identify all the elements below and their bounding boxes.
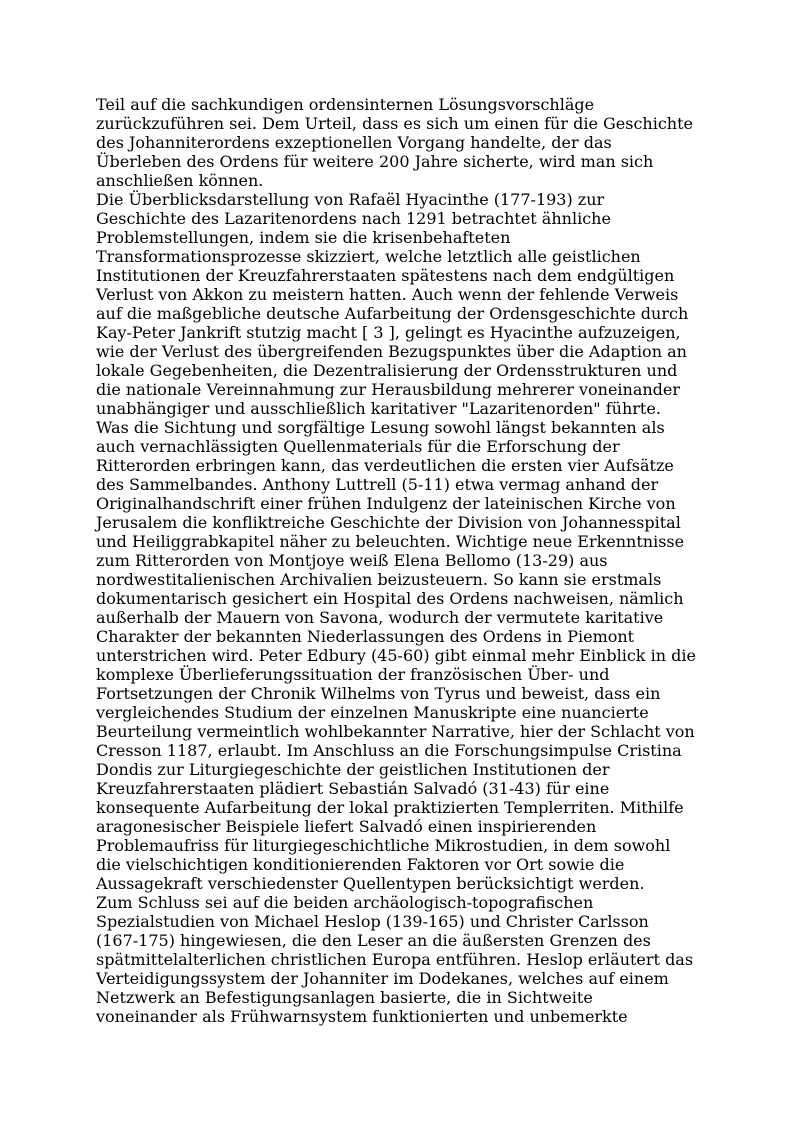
paragraph-archaeological-studies: Zum Schluss sei auf die beiden archäologisch-topografischen Spezialstudien von Michael Heslop (139-165) und Christer Carlsson (167-175) hingewiesen, die den Leser an die äußersten Grenzen des spätmittelalterlichen christlichen Europa entführen. Heslop erläutert das Verteidigungssystem der Johanniter im Dodekanes, welches auf einem Netzwerk an Befestigungsanlagen basierte, die in Sichtweite voneinander als Frühwarnsystem funktionierten und unbemerkte [96,893,694,1026]
paragraph-source-studies: Was die Sichtung und sorgfältige Lesung sowohl längst bekannten als auch vernachlässigten Quellenmaterials für die Erforschung der Ritterorden erbringen kann, das verdeutlichen die ersten vier Aufsätze des Sammelbandes. Anthony Luttrell (5-11) etwa vermag anhand der Originalhandschrift einer frühen Indulgenz der lateinischen Kirche von Jerusalem die konfliktreiche Geschichte der Division von Johannesspital und Heiliggrabkapitel näher zu beleuchten. Wichtige neue Erkenntnisse zum Ritterorden von Montjoye weiß Elena Bellomo (13-29) aus nordwestitalienischen Archivalien beizusteuern. So kann sie erstmals dokumentarisch gesichert ein Hospital des Ordens nachweisen, nämlich außerhalb der Mauern von Savona, wodurch der vermutete karitative Charakter der bekannten Niederlassungen des Ordens in Piemont unterstrichen wird. Peter Edbury (45-60) gibt einmal mehr Einblick in die komplexe Überlieferungssituation der französischen Über- und Fortsetzungen der Chronik Wilhelms von Tyrus und beweist, dass ein vergleichendes Studium der einzelnen Manuskripte eine nuancierte Beurteilung vermeintlich wohlbekannter Narrative, hier der Schlacht von Cresson 1187, erlaubt. Im Anschluss an die Forschungsimpulse Cristina Dondis zur Liturgiegeschichte der geistlichen Institutionen der Kreuzfahrerstaaten plädiert Sebastián Salvadó (31-43) für eine konsequente Aufarbeitung der lokal praktizierten Templerriten. Mithilfe aragonesischer Beispiele liefert Salvadó einen inspirierenden Problemaufriss für liturgiegeschichtliche Mikrostudien, in dem sowohl die vielschichtigen konditionierenden Faktoren vor Ort sowie die Aussagekraft verschiedenster Quellentypen berücksichtigt werden. [96,418,696,893]
document-body [96,95,736,1026]
paragraph-hyacinthe: Die Überblicksdarstellung von Rafaël Hyacinthe (177-193) zur Geschichte des Lazaritenordens nach 1291 betrachtet ähnliche Problemstellungen, indem sie die krisenbehafteten Transformationsprozesse skizziert, welche letztlich alle geistlichen Institutionen der Kreuzfahrerstaaten spätestens nach dem endgültigen Verlust von Akkon zu meistern hatten. Auch wenn der fehlende Verweis auf die maßgebliche deutsche Aufarbeitung der Ordensgeschichte durch Kay-Peter Jankrift stutzig macht [ 3 ], gelingt es Hyacinthe aufzuzeigen, wie der Verlust des übergreifenden Bezugspunktes über die Adaption an lokale Gegebenheiten, die Dezentralisierung der Ordensstrukturen und die nationale Vereinnahmung zur Herausbildung mehrerer voneinander unabhängiger und ausschließlich karitativer "Lazaritenorden" führte. [96,190,689,418]
paragraph-intro-conclusion: Teil auf die sachkundigen ordensinternen Lösungsvorschläge zurückzuführen sei. Dem Urteil, dass es sich um einen für die Geschichte des Johanniterordens exzeptionellen Vorgang handelte, der das Überleben des Ordens für weitere 200 Jahre sicherte, wird man sich anschließen können. [96,95,694,190]
